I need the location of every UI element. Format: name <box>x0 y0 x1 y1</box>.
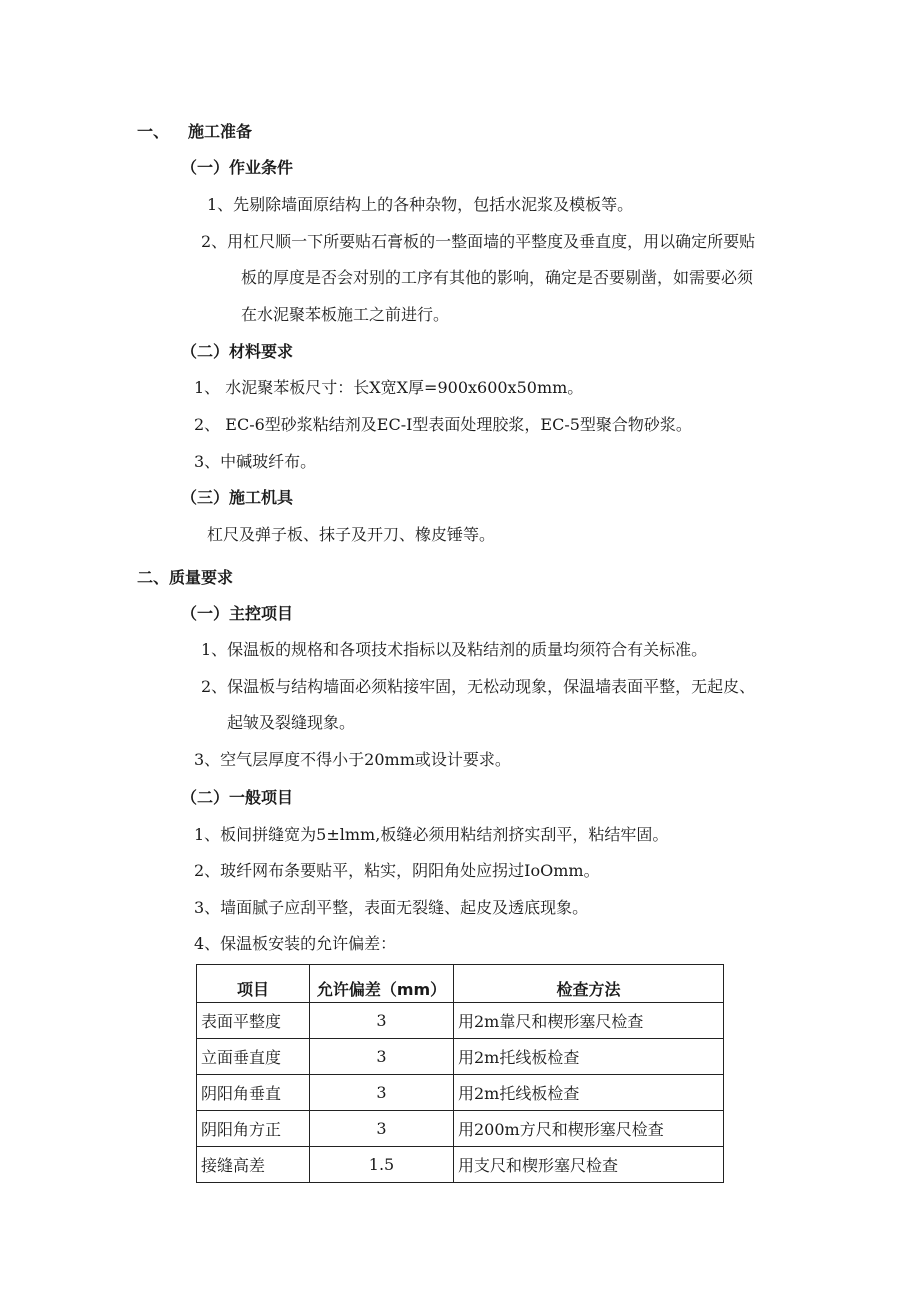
paragraph-line: 1、板间拼缝宽为5±lmm,板缝必须用粘结剂挤实刮平，粘结牢固。 <box>194 825 669 844</box>
table-cell: 3 <box>310 1039 454 1075</box>
paragraph-line: 1、保温板的规格和各项技术指标以及粘结剂的质量均须符合有关标准。 <box>201 640 708 659</box>
table-header-row <box>197 965 724 1003</box>
paragraph-line: 1、 水泥聚苯板尺寸：长X宽X厚=900x600x50mm。 <box>194 378 584 397</box>
table-cell: 用2m托线板检查 <box>454 1075 724 1111</box>
paragraph-line: 2、保温板与结构墙面必须粘接牢固，无松动现象，保温墙表面平整，无起皮、 <box>201 677 756 696</box>
paragraph-line: 3、中碱玻纤布。 <box>194 452 317 471</box>
tolerance-table <box>196 964 724 1183</box>
table-cell: 阴阳角方正 <box>197 1111 310 1147</box>
paragraph-line: 2、玻纤网布条要贴平，粘实，阴阳角处应拐过IoOmm。 <box>194 861 600 880</box>
paragraph-line: 1、先剔除墙面原结构上的各种杂物，包括水泥浆及模板等。 <box>207 195 634 214</box>
table-cell: 3 <box>310 1003 454 1039</box>
table-cell: 用2m托线板检查 <box>454 1039 724 1075</box>
paragraph-line: 起皱及裂缝现象。 <box>227 713 356 732</box>
table-cell: 立面垂直度 <box>197 1039 310 1075</box>
paragraph-line: 4、保温板安装的允许偏差： <box>194 934 397 953</box>
table-row <box>197 1075 724 1111</box>
subsection-1-3-title: （三）施工机具 <box>181 488 294 507</box>
table-cell: 3 <box>310 1111 454 1147</box>
paragraph-line: 杠尺及弹子板、抹子及开刀、橡皮锤等。 <box>207 525 496 544</box>
table-cell: 用2m靠尺和楔形塞尺检查 <box>454 1003 724 1039</box>
table-cell: 接缝高差 <box>197 1147 310 1183</box>
subsection-1-2-title: （二）材料要求 <box>181 342 294 361</box>
table-row <box>197 1003 724 1039</box>
paragraph-line: 2、 EC-6型砂浆粘结剂及EC-I型表面处理胶浆，EC-5型聚合物砂浆。 <box>194 415 692 434</box>
table-header-cell: 检查方法 <box>454 965 724 1003</box>
table-row <box>197 1111 724 1147</box>
table-cell: 3 <box>310 1075 454 1111</box>
table-cell: 1.5 <box>310 1147 454 1183</box>
table-row <box>197 1147 724 1183</box>
section-1-number: 一、 <box>137 122 170 141</box>
paragraph-line: 3、空气层厚度不得小于20mm或设计要求。 <box>194 750 511 769</box>
paragraph-line: 在水泥聚苯板施工之前进行。 <box>241 305 450 324</box>
table-cell: 表面平整度 <box>197 1003 310 1039</box>
table-cell: 用支尺和楔形塞尺检查 <box>454 1147 724 1183</box>
subsection-2-2-title: （二）一般项目 <box>181 788 294 807</box>
table-header-cell: 项目 <box>197 965 310 1003</box>
section-1-title: 施工准备 <box>188 122 253 141</box>
section-2-title: 二、质量要求 <box>137 568 234 587</box>
paragraph-line: 3、墙面腻子应刮平整，表面无裂缝、起皮及透底现象。 <box>194 898 589 917</box>
table-cell: 阴阳角垂直 <box>197 1075 310 1111</box>
table-row <box>197 1039 724 1075</box>
subsection-1-1-title: （一）作业条件 <box>181 158 294 177</box>
paragraph-line: 2、用杠尺顺一下所要贴石膏板的一整面墙的平整度及垂直度，用以确定所要贴 <box>201 232 756 251</box>
subsection-2-1-title: （一）主控项目 <box>181 604 294 623</box>
paragraph-line: 板的厚度是否会对别的工序有其他的影响，确定是否要剔凿，如需要必须 <box>241 268 754 287</box>
table-header-cell: 允许偏差（mm） <box>310 965 454 1003</box>
table-cell: 用200m方尺和楔形塞尺检查 <box>454 1111 724 1147</box>
